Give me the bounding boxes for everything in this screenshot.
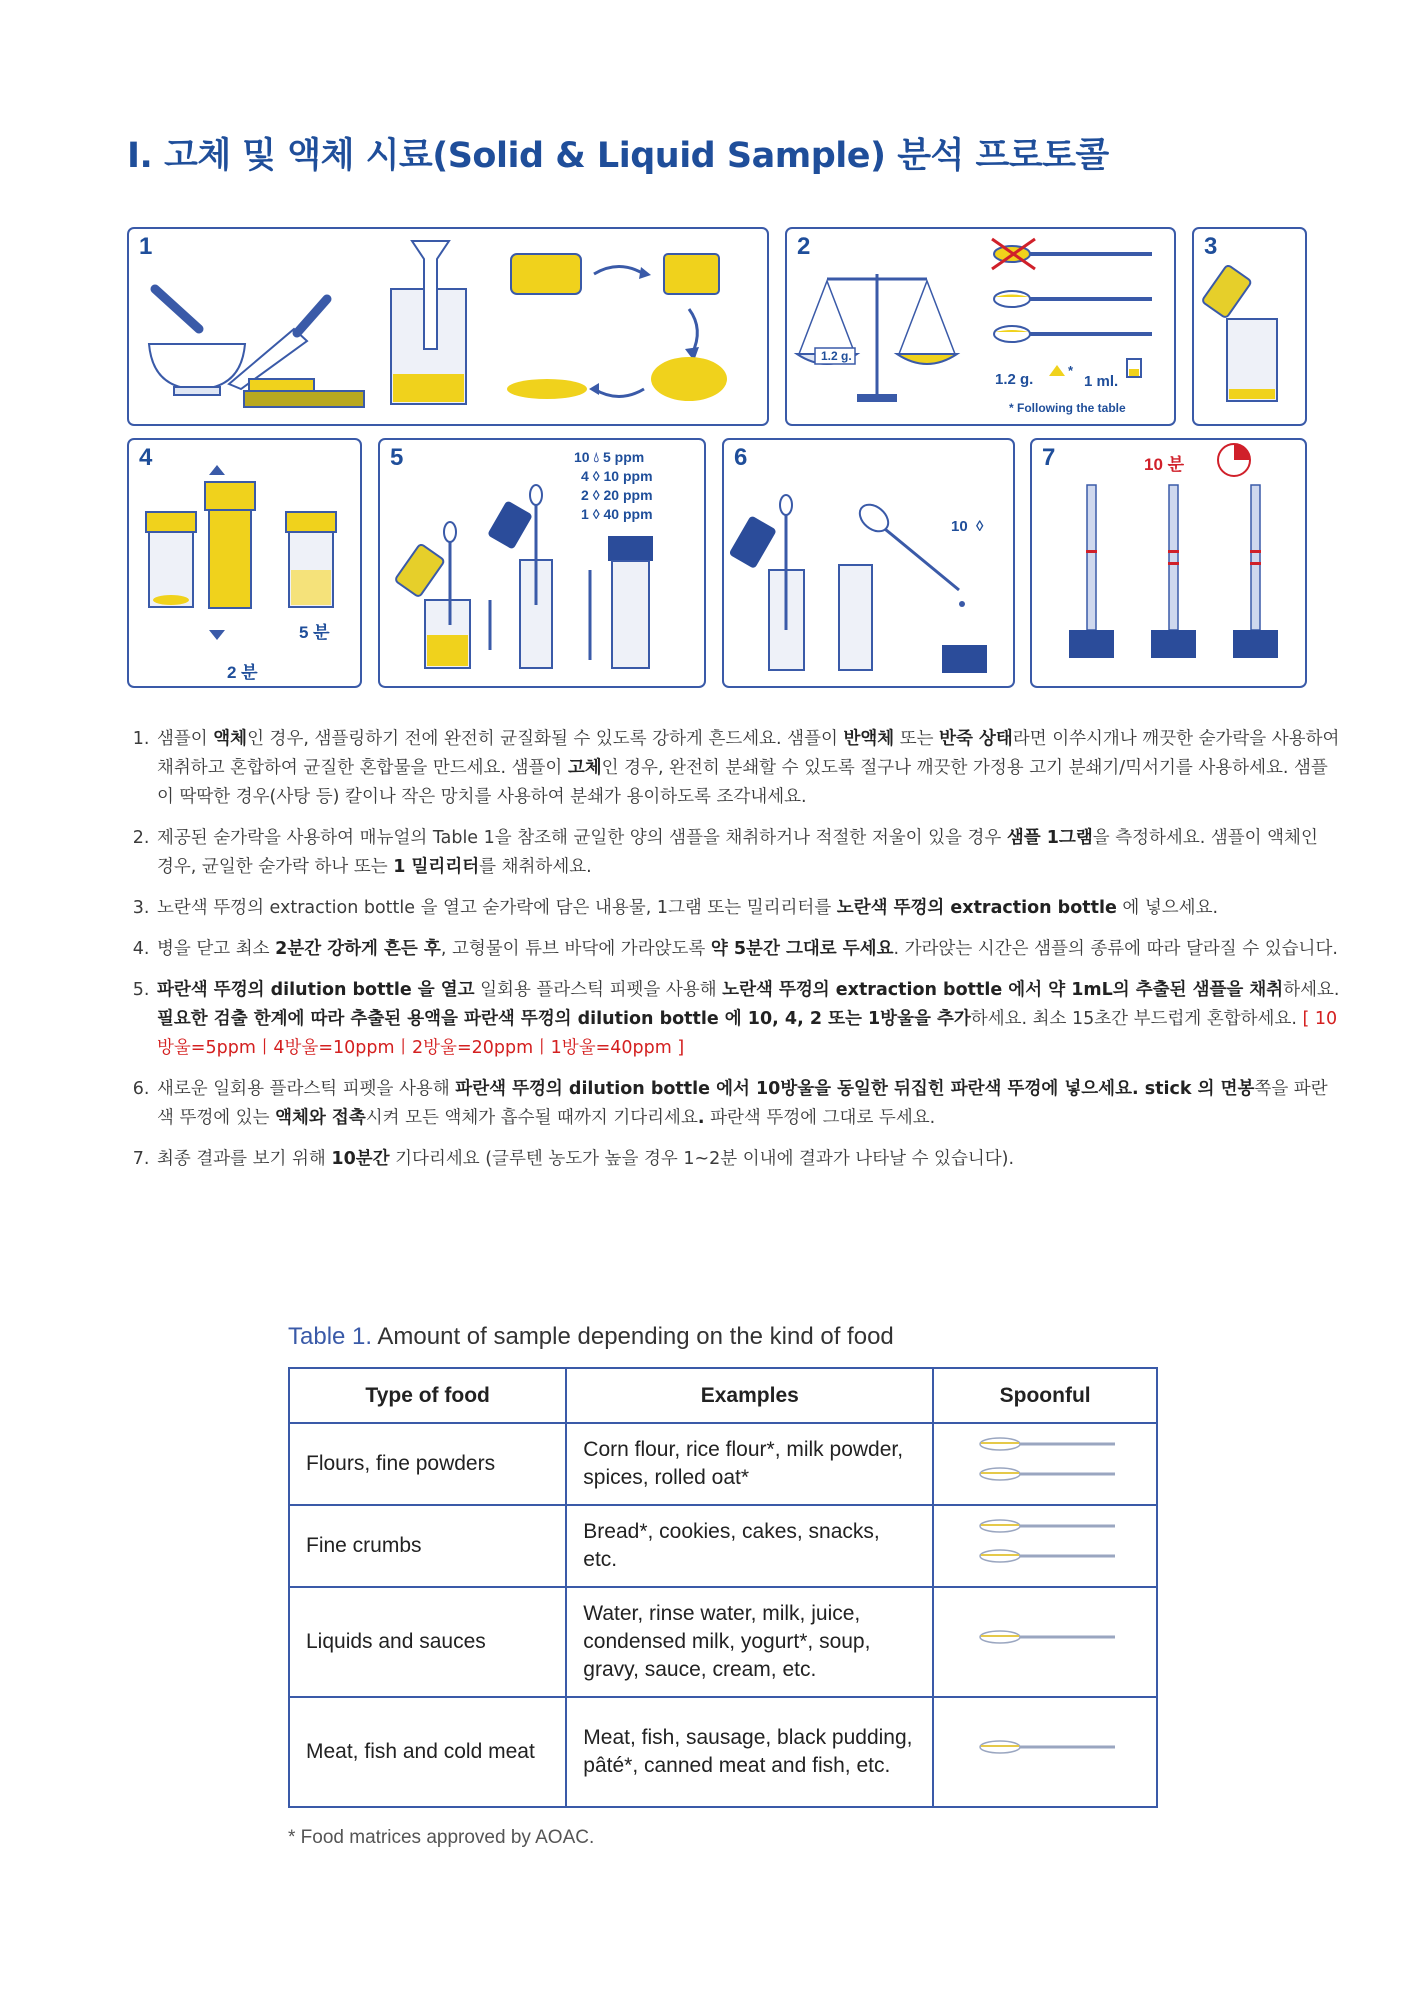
food-type-cell: Fine crumbs xyxy=(289,1505,566,1587)
food-type-cell: Flours, fine powders xyxy=(289,1423,566,1505)
table-row xyxy=(289,1587,1157,1697)
instruction-list xyxy=(127,725,1340,1186)
column-header: Examples xyxy=(566,1368,933,1423)
spoonful-cell xyxy=(933,1587,1157,1697)
table-caption xyxy=(288,1323,894,1351)
instruction-step-5: 5. 파란색 뚜껑의 dilution bottle 을 열고 일회용 플라스틱 피펫을 사용해 노란색 뚜껑의 extraction bottle 에서 약 1mL의 추출된 샘플을 채취하세요. 필요한 검출 한계에 따라 추출된 용액을 파란색 뚜껑의 dilution bottle 에 10, 4, 2 또는 1방울을 추가하세요. 최소 15초간 부드럽게 혼합하세요. [ 10방울=5ppm丨4방울=10ppm丨2방울=20ppm丨1방울=40ppm ] xyxy=(155,976,1340,1063)
step-panel-3 xyxy=(1192,227,1307,426)
panel-number: 1 xyxy=(139,233,153,260)
drop-count: 10 xyxy=(951,518,968,535)
column-header: Type of food xyxy=(289,1368,566,1423)
ppm-value: 5 ppm xyxy=(602,449,645,465)
spoonful-cell xyxy=(933,1697,1157,1807)
instruction-step-3: 3. 노란색 뚜껑의 extraction bottle 을 열고 숟가락에 담은 내용물, 1그램 또는 밀리리터를 노란색 뚜껑의 extraction bottle 에 넣으세요. xyxy=(155,894,1340,923)
step-panel-2 xyxy=(785,227,1176,426)
panel-number: 5 xyxy=(390,444,404,471)
drop-count: 4 xyxy=(581,468,589,484)
table-row xyxy=(289,1697,1157,1807)
examples-cell: Meat, fish, sausage, black pudding, pâté*, canned meat and fish, etc. xyxy=(566,1697,933,1807)
examples-cell: Bread*, cookies, cakes, snacks, etc. xyxy=(566,1505,933,1587)
table-header-row xyxy=(289,1368,1157,1423)
weighing-illustration xyxy=(787,229,1174,424)
table-row xyxy=(289,1423,1157,1505)
step-panel-1 xyxy=(127,227,769,426)
dilution-row: 4 ◊ 10 ppm xyxy=(581,468,653,484)
amount-grams: 1.2 g. xyxy=(995,371,1034,388)
table-row xyxy=(289,1505,1157,1587)
ppm-value: 40 ppm xyxy=(603,506,653,522)
drop-count: 2 xyxy=(581,487,589,503)
panel-number: 3 xyxy=(1204,233,1218,260)
spoon-icon xyxy=(970,1733,1120,1763)
panel-number: 6 xyxy=(734,444,748,471)
ppm-value: 20 ppm xyxy=(603,487,653,503)
test-application-illustration xyxy=(724,440,1013,686)
examples-cell: Water, rinse water, milk, juice, condensed milk, yogurt*, soup, gravy, sauce, cream, etc. xyxy=(566,1587,933,1697)
food-type-cell: Meat, fish and cold meat xyxy=(289,1697,566,1807)
instruction-step-6: 6. 새로운 일회용 플라스틱 피펫을 사용해 파란색 뚜껑의 dilution bottle 에서 10방울을 동일한 뒤집힌 파란색 뚜껑에 넣으세요. stick 의 면봉쪽을 파란색 뚜껑에 있는 액체와 접촉시켜 모든 액체가 흡수될 때까지 기다리세요. 파란색 뚜껑에 그대로 두세요. xyxy=(155,1075,1340,1133)
column-header: Spoonful xyxy=(933,1368,1157,1423)
ppm-value: 10 ppm xyxy=(603,468,653,484)
table-number: Table 1. xyxy=(288,1323,373,1350)
spoonful-cell xyxy=(933,1505,1157,1587)
page-title: I. 고체 및 액체 시료(Solid & Liquid Sample) 분석 프로토콜 xyxy=(127,136,1109,176)
examples-cell: Corn flour, rice flour*, milk powder, spices, rolled oat* xyxy=(566,1423,933,1505)
spoon-icon xyxy=(970,1512,1120,1572)
strip-2 xyxy=(1151,485,1196,658)
step-panel-7 xyxy=(1030,438,1307,688)
instruction-step-7: 7. 최종 결과를 보기 위해 10분간 기다리세요 (글루텐 농도가 높을 경우 1~2분 이내에 결과가 나타날 수 있습니다). xyxy=(155,1145,1340,1174)
result-strips-illustration xyxy=(1032,440,1305,686)
instruction-step-2: 2. 제공된 숟가락을 사용하여 매뉴얼의 Table 1을 참조해 균일한 양의 샘플을 채취하거나 적절한 저울이 있을 경우 샘플 1그램을 측정하세요. 샘플이 액체인 경우, 균일한 숟가락 하나 또는 1 밀리리터를 채취하세요. xyxy=(155,824,1340,882)
instruction-step-1: 1. 샘플이 액체인 경우, 샘플링하기 전에 완전히 균질화될 수 있도록 강하게 흔드세요. 샘플이 반액체 또는 반죽 상태라면 이쑤시개나 깨끗한 숟가락을 사용하여 채취하고 혼합하여 균질한 혼합물을 만드세요. 샘플이 고체인 경우, 완전히 분쇄할 수 있도록 절구나 깨끗한 가정용 고기 분쇄기/믹서기를 사용하세요. 샘플이 딱딱한 경우(사탕 등) 칼이나 작은 망치를 사용하여 분쇄가 용이하도록 조각내세요. xyxy=(155,725,1340,812)
dilution-row: 1 ◊ 40 ppm xyxy=(581,506,653,522)
panel-number: 2 xyxy=(797,233,811,260)
panel-number: 7 xyxy=(1042,444,1056,471)
shake-illustration xyxy=(129,440,360,686)
step-panel-4 xyxy=(127,438,362,688)
strip-3 xyxy=(1233,485,1278,658)
table-caption-text: Amount of sample depending on the kind of food xyxy=(372,1323,894,1350)
dilution-illustration xyxy=(380,440,704,686)
rest-time: 5 분 xyxy=(299,623,330,642)
drop-icon: ◊ xyxy=(976,518,984,535)
step-panel-6 xyxy=(722,438,1015,688)
dilution-row: 10 💧︎ 5 ppm xyxy=(574,449,645,465)
drop-count: 1 xyxy=(581,506,589,522)
table-footnote: * Food matrices approved by AOAC. xyxy=(288,1827,595,1848)
spoon-icon xyxy=(970,1623,1120,1653)
strip-1 xyxy=(1069,485,1114,658)
extraction-bottle-illustration xyxy=(1194,229,1305,424)
table-note: * Following the table xyxy=(1009,401,1126,415)
drop-count: 10 xyxy=(574,449,590,465)
food-type-cell: Liquids and sauces xyxy=(289,1587,566,1697)
instruction-step-4: 4. 병을 닫고 최소 2분간 강하게 흔든 후, 고형물이 튜브 바닥에 가라앉도록 약 5분간 그대로 두세요. 가라앉는 시간은 샘플의 종류에 따라 달라질 수 있습니다. xyxy=(155,935,1340,964)
dilution-reference: [ 10방울=5ppm丨4방울=10ppm丨2방울=20ppm丨1방울=40ppm ] xyxy=(157,1009,1338,1058)
panel-number: 4 xyxy=(139,444,153,471)
spoonful-cell xyxy=(933,1423,1157,1505)
dilution-row: 2 ◊ 20 ppm xyxy=(581,487,653,503)
scale-weight-label: 1.2 g. xyxy=(821,349,852,363)
spoon-icon xyxy=(970,1430,1120,1490)
wait-time: 10 분 xyxy=(1144,455,1185,474)
shake-time: 2 분 xyxy=(227,663,258,682)
grinding-illustration xyxy=(129,229,767,424)
table-reference-star: * xyxy=(1068,363,1074,378)
food-sample-table xyxy=(288,1367,1158,1808)
amount-milliliter: 1 ml. xyxy=(1084,373,1119,390)
step-panel-5 xyxy=(378,438,706,688)
